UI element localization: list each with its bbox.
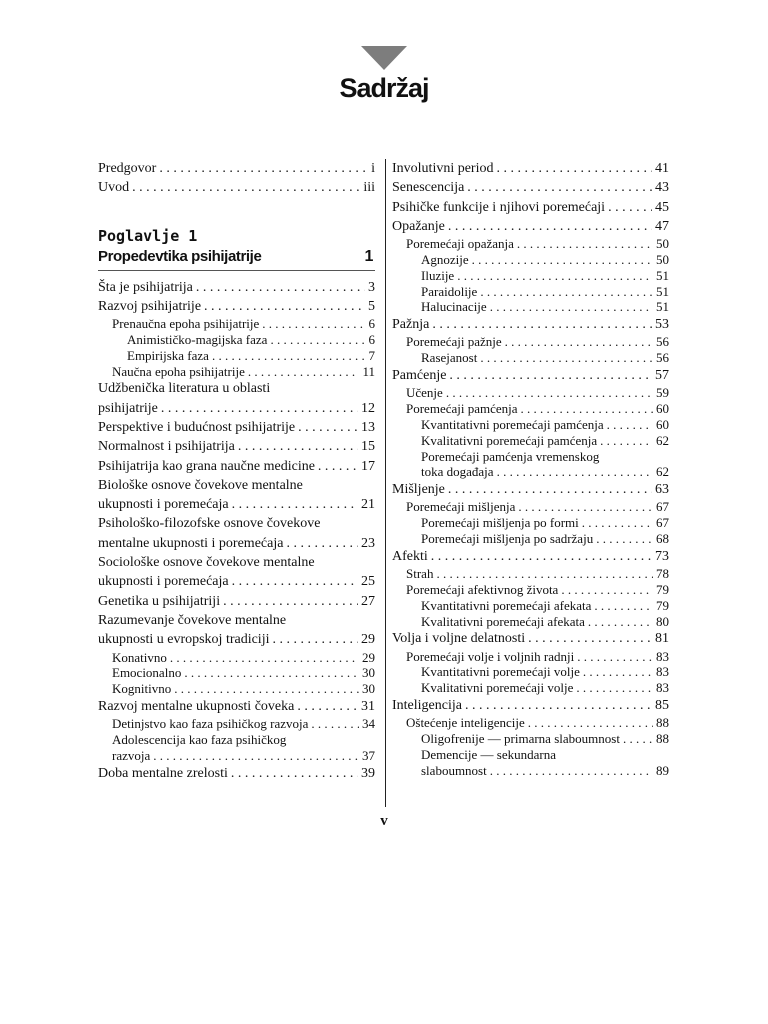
toc-page-number: 23: [361, 535, 375, 551]
toc-entry[interactable]: [392, 680, 669, 696]
toc-entry-title: Pažnja: [392, 317, 430, 333]
toc-entry[interactable]: [392, 268, 669, 284]
toc-page-number: 51: [656, 299, 669, 315]
toc-entry-title: Poremećaji mišljenja: [406, 499, 516, 515]
toc-entry-lead: Razumevanje čovekove mentalne: [98, 612, 287, 628]
toc-entry-title: ukupnosti i poremećaja: [98, 574, 229, 590]
dot-leader: [272, 630, 358, 649]
chapter-entries-continued: [392, 159, 669, 778]
dot-leader: [623, 731, 653, 747]
toc-entry[interactable]: [392, 284, 669, 300]
chapter-page-number: 1: [364, 247, 373, 265]
dot-leader: [204, 297, 365, 316]
dot-leader: [608, 198, 652, 217]
dot-leader: [159, 159, 368, 178]
page-title: Sadržaj: [339, 73, 429, 103]
chapter-heading[interactable]: [98, 246, 375, 271]
toc-entry-title: ukupnosti u evropskoj tradiciji: [98, 632, 270, 648]
toc-entry[interactable]: [98, 159, 375, 178]
toc-entry[interactable]: [392, 350, 669, 366]
dot-leader: [528, 715, 653, 731]
toc-entry-title: Šta je psihijatrija: [98, 279, 193, 295]
toc-entry[interactable]: [392, 598, 669, 614]
toc-page-number: 41: [655, 161, 669, 176]
toc-entry-title: Halucinacije: [421, 299, 487, 315]
toc-page-number: 34: [362, 716, 375, 732]
toc-page-number: 51: [656, 283, 669, 299]
toc-entry-title: Pamćenje: [392, 368, 447, 384]
dot-leader: [223, 592, 358, 611]
toc-entry[interactable]: [98, 681, 375, 697]
toc-entry[interactable]: [98, 650, 375, 666]
toc-entry[interactable]: [392, 159, 669, 178]
toc-entry-title: psihijatrije: [98, 400, 158, 416]
toc-page-number: 62: [656, 464, 669, 480]
toc-page-number: 83: [656, 680, 669, 696]
toc-entry-title: Kvantitativni poremećaji afekata: [421, 597, 592, 613]
toc-entry[interactable]: [392, 401, 669, 417]
toc-entry-title: Prenaučna epoha psihijatrije: [112, 316, 260, 332]
dot-leader: [431, 547, 652, 566]
toc-page-number: 3: [368, 279, 375, 295]
chapter-label: Poglavlje 1: [98, 226, 198, 245]
toc-entry-title: Poremećaji pamćenja: [406, 401, 518, 417]
toc-entry[interactable]: [392, 217, 669, 236]
toc-entry-title: Poremećaji volje i voljnih radnji: [406, 648, 575, 664]
toc-page-number: 27: [361, 593, 375, 609]
toc-entry[interactable]: [392, 417, 669, 433]
dot-leader: [232, 572, 358, 591]
toc-page-number: 29: [361, 632, 375, 648]
toc-entry[interactable]: [98, 316, 375, 332]
front-matter-list: [98, 159, 375, 198]
toc-entry[interactable]: [392, 664, 669, 680]
toc-page-number: 67: [656, 515, 669, 531]
toc-entry[interactable]: [98, 399, 375, 418]
toc-entry[interactable]: [98, 297, 375, 316]
toc-entry-title: Kvantitativni poremećaji pamćenja: [421, 416, 604, 432]
toc-entry[interactable]: [98, 748, 375, 764]
dot-leader: [465, 696, 652, 715]
toc-page-number: 68: [656, 531, 669, 547]
toc-entry[interactable]: [98, 534, 375, 553]
toc-entry-title: razvoja: [112, 747, 151, 763]
dot-leader: [248, 364, 360, 380]
toc-entry-title: toka događaja: [421, 464, 494, 480]
toc-entry[interactable]: [98, 178, 375, 197]
toc-entry[interactable]: [98, 572, 375, 591]
toc-page-number: 78: [656, 566, 669, 582]
dot-leader: [561, 582, 653, 598]
toc-page-number: 17: [361, 458, 375, 474]
toc-page-number: 43: [655, 180, 669, 196]
toc-entry-lead: Sociološke osnove čovekove mentalne: [98, 555, 315, 571]
toc-entry[interactable]: [392, 499, 669, 515]
dot-leader: [582, 515, 653, 531]
toc-page-number: 60: [656, 416, 669, 432]
dot-leader: [596, 531, 653, 547]
dot-leader: [457, 268, 653, 284]
toc-entry-title: Kvalitativni poremećaji volje: [421, 680, 574, 696]
toc-entry[interactable]: [98, 437, 375, 456]
toc-entry-lead: Biološke osnove čovekove mentalne: [98, 477, 303, 493]
toc-entry-title: Detinjstvo kao faza psihičkog razvoja: [112, 716, 309, 732]
dot-leader: [297, 697, 358, 716]
toc-entry-title: Opažanje: [392, 218, 445, 234]
toc-entry-title: Učenje: [406, 385, 443, 401]
column-divider: [385, 159, 386, 807]
toc-page-number: 89: [656, 762, 669, 778]
dot-leader: [588, 614, 653, 630]
dot-leader: [448, 217, 652, 236]
toc-page-number: 83: [656, 648, 669, 664]
dot-leader: [298, 418, 358, 437]
toc-page-number: 63: [655, 482, 669, 498]
toc-page-number: 79: [656, 597, 669, 613]
toc-entry[interactable]: [98, 630, 375, 649]
toc-page-number: 12: [361, 400, 375, 416]
dot-leader: [480, 350, 653, 366]
toc-entry-title: Normalnost i psihijatrija: [98, 439, 235, 455]
toc-page-number: 73: [655, 548, 669, 564]
dot-leader: [594, 598, 653, 614]
toc-entry-title: Emocionalno: [112, 665, 182, 681]
toc-page-number: 47: [655, 218, 669, 234]
toc-page-number: 59: [656, 385, 669, 401]
toc-entry-title: mentalne ukupnosti i poremećaja: [98, 535, 284, 551]
toc-page-number: 5: [368, 298, 375, 314]
toc-entry[interactable]: [392, 731, 669, 747]
toc-entry[interactable]: [392, 315, 669, 334]
toc-entry-title: Oštećenje inteligencije: [406, 715, 525, 731]
toc-entry[interactable]: [392, 582, 669, 598]
toc-entry-title: Involutivni period: [392, 161, 494, 176]
toc-entry-title: Poremećaji pažnje: [406, 334, 502, 350]
dot-leader: [270, 332, 365, 348]
toc-entry[interactable]: [98, 332, 375, 348]
toc-entry-title: Razvoj mentalne ukupnosti čoveka: [98, 698, 295, 714]
dot-leader: [286, 534, 358, 553]
toc-entry[interactable]: [392, 178, 669, 197]
toc-entry-lead: Psihološko-filozofske osnove čovekove: [98, 516, 321, 532]
toc-entry-title: Volja i voljne delatnosti: [392, 631, 526, 647]
toc-entry[interactable]: [392, 531, 669, 547]
page-folio: v: [380, 813, 388, 829]
toc-entry[interactable]: [98, 364, 375, 380]
toc-entry-title: Agnozije: [421, 251, 469, 267]
toc-entry-title: Poremećaji opažanja: [406, 236, 514, 252]
toc-entry-title: Animističko-magijska faza: [127, 331, 268, 347]
toc-page-number: 62: [656, 432, 669, 448]
toc-entry[interactable]: [392, 464, 669, 480]
toc-entry-title: Naučna epoha psihijatrije: [112, 363, 245, 379]
dot-leader: [467, 178, 652, 197]
toc-entry-lead: Udžbenička literatura u oblasti: [98, 381, 271, 397]
toc-page-number: 15: [361, 439, 375, 455]
dot-leader: [161, 399, 358, 418]
toc-entry-title: Kvantitativni poremećaji volje: [421, 664, 580, 680]
toc-entry[interactable]: [98, 418, 375, 437]
toc-entry[interactable]: [392, 433, 669, 449]
toc-entry[interactable]: [98, 592, 375, 611]
toc-entry-title: Genetika u psihijatriji: [98, 593, 221, 609]
chapter-entries: [98, 278, 375, 783]
dot-leader: [262, 316, 365, 332]
toc-entry-title: Kvalitativni poremećaji afekata: [421, 613, 585, 629]
toc-entry-title: Paraidolije: [421, 283, 478, 299]
toc-page-number: i: [371, 161, 375, 176]
toc-page-number: 85: [655, 698, 669, 713]
toc-entry[interactable]: [98, 495, 375, 514]
dot-leader: [521, 401, 653, 417]
toc-page-number: 67: [656, 499, 669, 515]
toc-entry[interactable]: [392, 334, 669, 350]
dot-leader: [577, 649, 653, 665]
toc-entry[interactable]: [392, 547, 669, 566]
dot-leader: [607, 417, 653, 433]
toc-entry-title: Predgovor: [98, 161, 157, 176]
dot-leader: [583, 664, 653, 680]
toc-page-number: 11: [362, 363, 375, 379]
toc-entry-title: Inteligencija: [392, 698, 462, 713]
dot-leader: [528, 629, 652, 648]
toc-page-number: 45: [655, 199, 669, 215]
toc-entry-title: Afekti: [392, 548, 428, 564]
toc-entry[interactable]: [98, 348, 375, 364]
toc-entry-title: Poremećaji mišljenja po sadržaju: [421, 531, 594, 547]
dot-leader: [196, 278, 365, 297]
toc-page-number: 30: [362, 681, 375, 697]
dot-leader: [472, 252, 653, 268]
dot-leader: [446, 385, 653, 401]
dot-leader: [480, 284, 653, 300]
toc-entry[interactable]: [392, 515, 669, 531]
toc-entry-title: slaboumnost: [421, 762, 487, 778]
toc-entry-title: Doba mentalne zrelosti: [98, 765, 228, 781]
toc-page-number: 81: [655, 631, 669, 647]
toc-page-number: 29: [362, 649, 375, 665]
toc-entry[interactable]: [392, 649, 669, 665]
dot-leader: [490, 299, 653, 315]
toc-entry-title: Rasejanost: [421, 350, 478, 366]
toc-entry-title: Iluzije: [421, 267, 455, 283]
dot-leader: [518, 499, 653, 515]
toc-entry-lead: Adolescencija kao faza psihičkog: [112, 732, 287, 748]
dot-leader: [311, 716, 359, 732]
toc-entry[interactable]: [98, 764, 375, 783]
toc-entry-title: Poremećaji afektivnog života: [406, 581, 559, 597]
dot-leader: [132, 178, 360, 197]
toc-page-number: 83: [656, 664, 669, 680]
toc-page-number: 25: [361, 574, 375, 590]
toc-entry-title: Strah: [406, 566, 434, 582]
toc-entry-title: Poremećaji mišljenja po formi: [421, 515, 579, 531]
toc-entry[interactable]: [392, 696, 669, 715]
toc-page-number: 7: [368, 347, 375, 363]
toc-page-number: 31: [361, 698, 375, 714]
toc-entry-title: Kvalitativni poremećaji pamćenja: [421, 432, 598, 448]
toc-page-number: 51: [656, 267, 669, 283]
toc-entry-title: Empirijska faza: [127, 347, 209, 363]
toc-entry-title: ukupnosti i poremećaja: [98, 497, 229, 513]
toc-entry[interactable]: [392, 198, 669, 217]
toc-page-number: 56: [656, 334, 669, 350]
toc-entry[interactable]: [392, 566, 669, 582]
toc-page-number: 6: [368, 316, 375, 332]
toc-entry-title: Senescencija: [392, 180, 465, 196]
toc-entry[interactable]: [392, 629, 669, 648]
dot-leader: [318, 457, 358, 476]
toc-page-number: 37: [362, 747, 375, 763]
toc-entry[interactable]: [98, 665, 375, 681]
toc-entry[interactable]: [392, 299, 669, 315]
toc-page-number: 13: [361, 419, 375, 435]
toc-page-number: iii: [363, 180, 375, 196]
toc-entry-title: Kognitivno: [112, 681, 172, 697]
toc-page-number: 56: [656, 350, 669, 366]
dot-leader: [505, 334, 653, 350]
toc-page-number: 57: [655, 368, 669, 384]
toc-entry[interactable]: [392, 366, 669, 385]
toc-page-number: 30: [362, 665, 375, 681]
toc-entry-title: Uvod: [98, 180, 130, 196]
dot-leader: [497, 159, 653, 178]
dot-leader: [448, 480, 652, 499]
dot-leader: [238, 437, 358, 456]
toc-entry-lead: Poremećaji pamćenja vremenskog: [421, 448, 600, 464]
toc-entry-title: Oligofrenije — primarna slaboumnost: [421, 731, 620, 747]
dot-leader: [490, 763, 653, 779]
chapter-title: Propedevtika psihijatrije: [98, 247, 262, 265]
dot-leader: [432, 315, 652, 334]
toc-page-number: 39: [361, 765, 375, 781]
toc-entry[interactable]: [392, 480, 669, 499]
toc-page-number: 50: [656, 236, 669, 252]
toc-page-number: 50: [656, 251, 669, 267]
dot-leader: [600, 433, 653, 449]
toc-entry[interactable]: [392, 385, 669, 401]
dot-leader: [153, 748, 359, 764]
toc-page-number: 79: [656, 581, 669, 597]
toc-page-number: 53: [655, 317, 669, 333]
toc-entry[interactable]: [98, 716, 375, 732]
toc-entry[interactable]: [98, 457, 375, 476]
dot-leader: [517, 236, 653, 252]
toc-page-number: 6: [368, 331, 375, 347]
toc-entry[interactable]: [392, 614, 669, 630]
dot-leader: [576, 680, 653, 696]
toc-entry[interactable]: [392, 252, 669, 268]
dot-leader: [497, 464, 653, 480]
toc-entry[interactable]: [98, 278, 375, 297]
toc-page-number: 88: [656, 731, 669, 747]
toc-entry[interactable]: [98, 697, 375, 716]
dot-leader: [184, 665, 359, 681]
dot-leader: [174, 681, 359, 697]
toc-entry-lead: Demencije — sekundarna: [421, 746, 557, 762]
toc-entry-title: Psihijatrija kao grana naučne medicine: [98, 458, 315, 474]
toc-entry[interactable]: [392, 236, 669, 252]
dot-leader: [232, 495, 358, 514]
toc-entry[interactable]: [392, 715, 669, 731]
dot-leader: [170, 650, 359, 666]
dot-leader: [212, 348, 366, 364]
dot-leader: [436, 566, 653, 582]
toc-entry-title: Konativno: [112, 649, 167, 665]
toc-entry-title: Psihičke funkcije i njihovi poremećaji: [392, 199, 606, 215]
toc-entry-title: Perspektive i budućnost psihijatrije: [98, 419, 296, 435]
dot-leader: [449, 366, 652, 385]
toc-left-column: [98, 159, 375, 783]
toc-entry-title: Razvoj psihijatrije: [98, 298, 202, 314]
toc-entry-title: Mišljenje: [392, 482, 445, 498]
toc-page-number: 88: [656, 715, 669, 731]
toc-page-number: 21: [361, 497, 375, 513]
toc-entry[interactable]: [392, 763, 669, 779]
triangle-marker-icon: [361, 46, 407, 70]
toc-page-number: 80: [656, 613, 669, 629]
toc-page-number: 60: [656, 401, 669, 417]
toc-right-column: [392, 159, 669, 778]
dot-leader: [231, 764, 358, 783]
